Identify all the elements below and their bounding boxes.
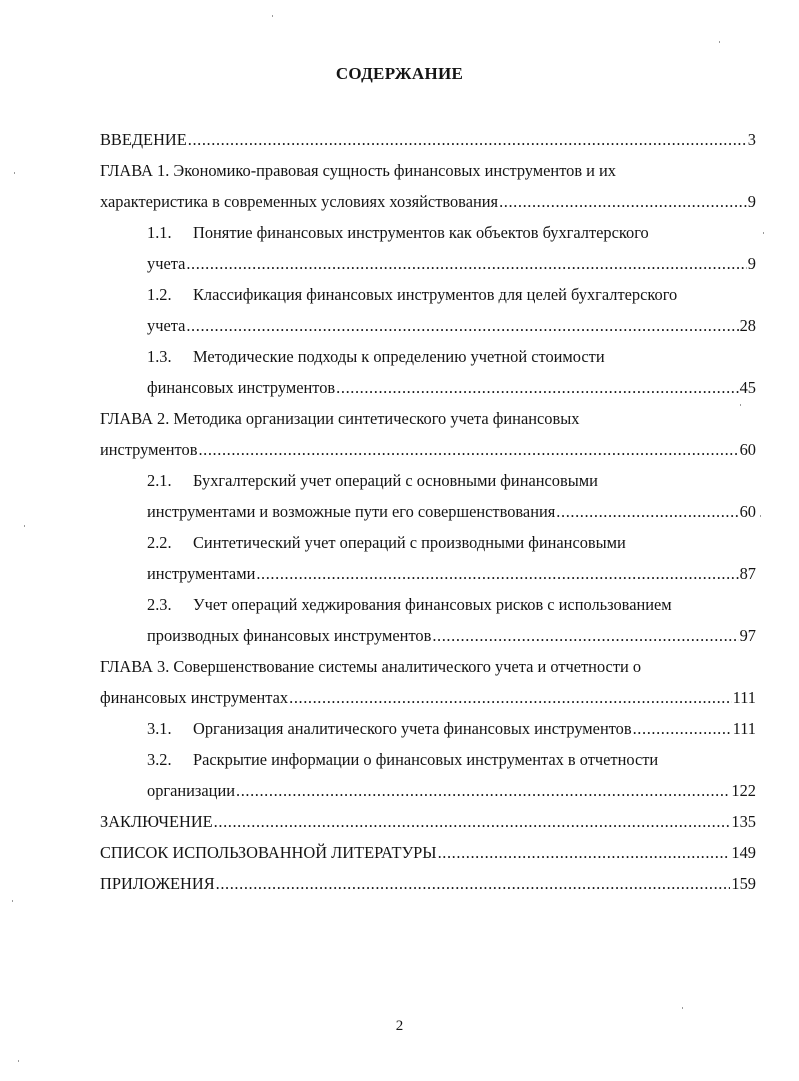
toc-entry-section-1-2-line2 (147, 316, 756, 336)
scan-speck (12, 900, 13, 902)
toc-entry-text: Бухгалтерский учет операций с основными финансовыми (193, 471, 598, 490)
toc-entry-text: Организация аналитического учета финансовых инструментов (193, 719, 632, 738)
toc-entry-section-2-3-line2 (147, 626, 756, 646)
toc-entry-section-3-1 (147, 719, 756, 739)
toc-entry-text: производных финансовых инструментов (147, 626, 432, 645)
toc-entry-text: Учет операций хеджирования финансовых рисков с использованием (193, 595, 672, 614)
toc-entry-text: ПРИЛОЖЕНИЯ (100, 874, 215, 893)
page-number: 2 (395, 1018, 404, 1034)
toc-entry-text: инструментами (147, 564, 256, 583)
toc-entry-text: учета (147, 316, 186, 335)
toc-entry-text: Понятие финансовых инструментов как объектов бухгалтерского (193, 223, 649, 242)
leader-dots (336, 378, 738, 398)
toc-entry-introduction (100, 130, 756, 150)
scan-speck (719, 41, 720, 43)
toc-entry-chapter-2-line2 (100, 440, 756, 460)
section-number: 1.2. (147, 285, 172, 304)
toc-entry-page: 111 (732, 719, 756, 738)
toc-entry-page: 87 (739, 564, 756, 583)
toc-entry-section-2-2-line2 (147, 564, 756, 584)
leader-dots (499, 192, 747, 212)
scan-speck (740, 404, 741, 406)
toc-entry-page: 45 (739, 378, 756, 397)
section-number: 2.1. (147, 471, 172, 490)
toc-entry-text: Классификация финансовых инструментов для целей бухгалтерского (193, 285, 678, 304)
toc-entry-text: инструментов (100, 440, 198, 459)
toc-entry-text: Синтетический учет операций с производными финансовыми (193, 533, 626, 552)
toc-entry-text: ВВЕДЕНИЕ (100, 130, 187, 149)
toc-entry-page: 149 (731, 843, 756, 862)
scan-speck (14, 172, 15, 174)
toc-entry-section-2-1-line1 (147, 471, 756, 491)
toc-entry-text: финансовых инструментов (147, 378, 336, 397)
leader-dots (432, 626, 738, 646)
toc-entry-section-1-3-line2 (147, 378, 756, 398)
leader-dots (236, 781, 730, 801)
toc-entry-section-1-1-line2 (147, 254, 756, 274)
leader-dots (216, 874, 731, 894)
scan-speck (24, 525, 25, 527)
scan-speck (760, 515, 761, 517)
toc-entry-conclusion (100, 812, 756, 832)
section-number: 1.1. (147, 223, 172, 242)
toc-entry-text: ГЛАВА 3. Совершенствование системы аналитического учета и отчетности о (100, 657, 642, 676)
toc-entry-text: финансовых инструментах (100, 688, 289, 707)
scan-speck (763, 232, 764, 234)
toc-entry-section-2-2-line1 (147, 533, 756, 553)
toc-entry-chapter-3-line2 (100, 688, 756, 708)
toc-entry-section-2-1-line2 (147, 502, 756, 522)
leader-dots (198, 440, 738, 460)
toc-entry-text: ЗАКЛЮЧЕНИЕ (100, 812, 213, 831)
toc-entry-page: 97 (739, 626, 756, 645)
toc-entry-text: Методические подходы к определению учетной стоимости (193, 347, 605, 366)
leader-dots (186, 254, 746, 274)
leader-dots (256, 564, 738, 584)
toc-title: СОДЕРЖАНИЕ (335, 64, 464, 83)
toc-entry-page: 9 (747, 192, 756, 211)
leader-dots (214, 812, 731, 832)
toc-entry-page: 60 (739, 502, 756, 521)
toc-entry-section-3-2-line1 (147, 750, 756, 770)
toc-entry-page: 135 (731, 812, 756, 831)
toc-entry-page: 60 (739, 440, 756, 459)
toc-entry-page: 3 (747, 130, 756, 149)
toc-entry-appendices (100, 874, 756, 894)
toc-entry-chapter-1-line1 (100, 161, 756, 181)
scan-speck (18, 1060, 19, 1062)
toc-entry-text: СПИСОК ИСПОЛЬЗОВАННОЙ ЛИТЕРАТУРЫ (100, 843, 437, 862)
toc-entry-page: 28 (739, 316, 756, 335)
toc-entry-text: ГЛАВА 1. Экономико-правовая сущность финансовых инструментов и их (100, 161, 617, 180)
scan-speck (682, 1007, 683, 1009)
toc-entry-section-1-2-line1 (147, 285, 756, 305)
toc-entry-text: характеристика в современных условиях хозяйствования (100, 192, 499, 211)
toc-entry-section-3-2-line2 (147, 781, 756, 801)
toc-entry-text: ГЛАВА 2. Методика организации синтетического учета финансовых (100, 409, 580, 428)
toc-entry-page: 9 (747, 254, 756, 273)
toc-entry-page: 122 (731, 781, 756, 800)
toc-entry-references (100, 843, 756, 863)
scan-speck (272, 15, 273, 17)
section-number: 2.3. (147, 595, 172, 614)
toc-entry-section-1-3-line1 (147, 347, 756, 367)
leader-dots (186, 316, 738, 336)
leader-dots (188, 130, 747, 150)
toc-entry-chapter-1-line2 (100, 192, 756, 212)
leader-dots (289, 688, 732, 708)
toc-entry-text: инструментами и возможные пути его совершенствования (147, 502, 556, 521)
leader-dots (556, 502, 738, 522)
leader-dots (633, 719, 732, 739)
section-number: 1.3. (147, 347, 172, 366)
section-number: 3.1. (147, 719, 172, 738)
toc-entry-page: 111 (732, 688, 756, 707)
toc-entry-text: Раскрытие информации о финансовых инструментах в отчетности (193, 750, 659, 769)
toc-entry-section-1-1-line1 (147, 223, 756, 243)
leader-dots (438, 843, 731, 863)
toc-entry-text-group (147, 719, 632, 739)
toc-entry-text: организации (147, 781, 235, 800)
section-number: 2.2. (147, 533, 172, 552)
toc-entry-chapter-2-line1 (100, 409, 756, 429)
section-number: 3.2. (147, 750, 172, 769)
toc-entry-chapter-3-line1 (100, 657, 756, 677)
toc-entry-section-2-3-line1 (147, 595, 756, 615)
toc-entry-page: 159 (731, 874, 756, 893)
toc-entry-text: учета (147, 254, 186, 273)
